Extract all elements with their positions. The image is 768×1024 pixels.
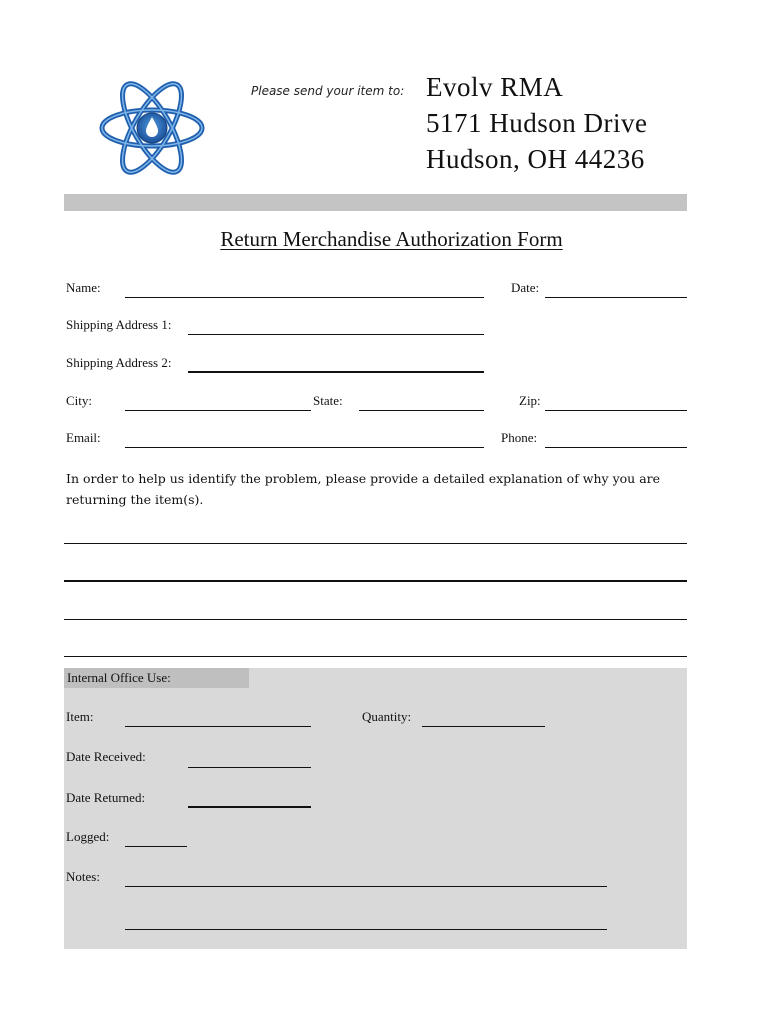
city-label: City: — [66, 393, 93, 408]
form-title: Return Merchandise Authorization Form — [220, 227, 563, 251]
explanation-line-2[interactable] — [64, 580, 687, 582]
shipping-address-2-field-line[interactable] — [188, 371, 484, 373]
header-divider-bar — [64, 194, 687, 211]
quantity-label: Quantity: — [362, 709, 412, 724]
zip-label: Zip: — [519, 393, 541, 408]
zip-field-line[interactable] — [545, 410, 687, 411]
date-label: Date: — [511, 280, 540, 295]
name-label: Name: — [66, 280, 101, 295]
state-label: State: — [313, 393, 343, 408]
item-field-line[interactable] — [125, 726, 311, 727]
date-received-field-line[interactable] — [188, 767, 311, 768]
logged-label: Logged: — [66, 829, 110, 844]
send-note: Please send your item to: — [251, 84, 405, 98]
explanation-line-4[interactable] — [64, 656, 687, 657]
quantity-field-line[interactable] — [422, 726, 545, 727]
explanation-instructions: In order to help us identify the problem, please provide a detailed explanation of why you are returning the item(s). — [66, 471, 661, 507]
name-field-line[interactable] — [125, 297, 484, 298]
item-label: Item: — [66, 709, 94, 724]
date-returned-label: Date Returned: — [66, 790, 146, 805]
street-address: 5171 Hudson Drive — [426, 108, 648, 138]
notes-label: Notes: — [66, 869, 100, 884]
shipping-address-2-label: Shipping Address 2: — [66, 355, 172, 370]
notes-field-line-2[interactable] — [125, 929, 607, 930]
city-field-line[interactable] — [125, 410, 311, 411]
company-name: Evolv RMA — [426, 72, 564, 102]
explanation-line-1[interactable] — [64, 543, 687, 544]
shipping-address-1-label: Shipping Address 1: — [66, 317, 172, 332]
logged-field-line[interactable] — [125, 846, 187, 847]
date-field-line[interactable] — [545, 297, 687, 298]
notes-field-line-1[interactable] — [125, 886, 607, 887]
date-received-label: Date Received: — [66, 749, 146, 764]
email-field-line[interactable] — [125, 447, 484, 448]
internal-office-heading: Internal Office Use: — [67, 670, 171, 685]
phone-label: Phone: — [501, 430, 538, 445]
city-state-zip: Hudson, OH 44236 — [426, 144, 645, 174]
email-label: Email: — [66, 430, 101, 445]
shipping-address-1-field-line[interactable] — [188, 334, 484, 335]
date-returned-field-line[interactable] — [188, 806, 311, 808]
phone-field-line[interactable] — [545, 447, 687, 448]
explanation-line-3[interactable] — [64, 619, 687, 620]
atom-logo-icon — [98, 70, 206, 186]
state-field-line[interactable] — [359, 410, 484, 411]
